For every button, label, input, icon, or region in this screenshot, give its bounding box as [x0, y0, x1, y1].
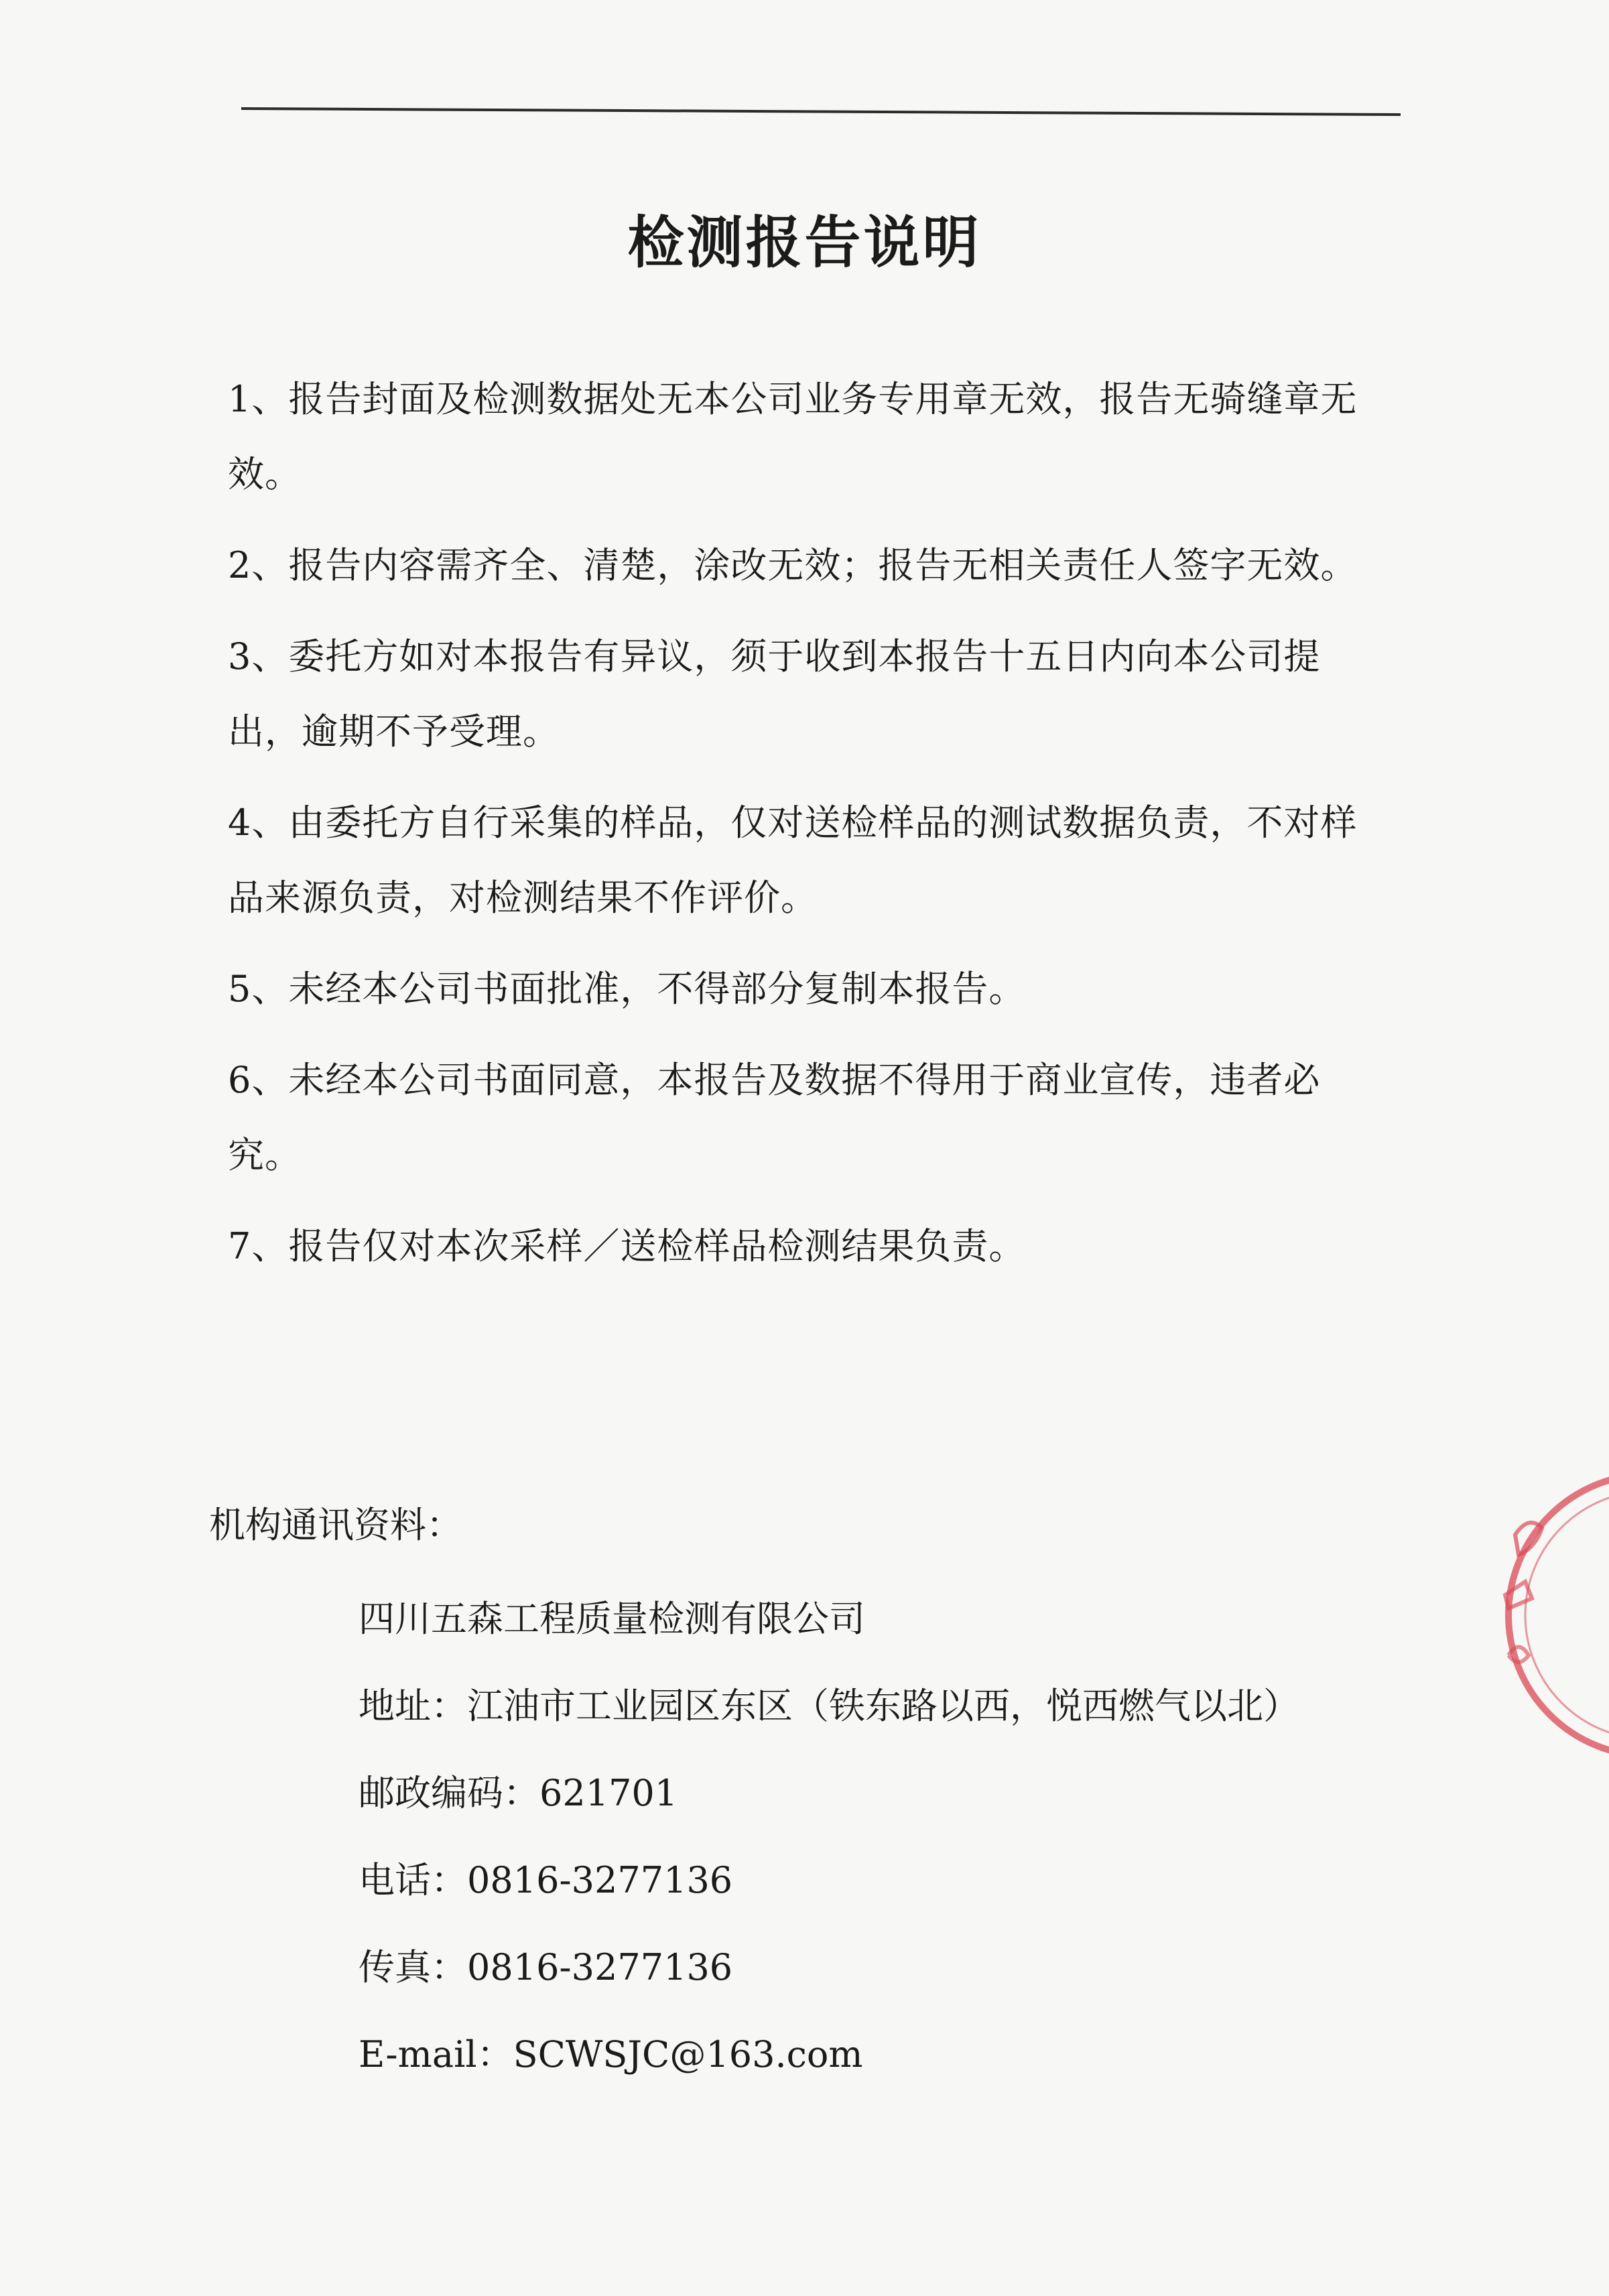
header-rule	[241, 107, 1401, 116]
note-item-5: 5、未经本公司书面批准，不得部分复制本报告。	[228, 968, 1026, 1010]
note-item-1: 1、报告封面及检测数据处无本公司业务专用章无效，报告无骑缝章无效。	[228, 378, 1358, 495]
page-title: 检测报告说明	[627, 210, 982, 275]
note-item-6: 6、未经本公司书面同意，本报告及数据不得用于商业宣传，违者必究。	[228, 1059, 1321, 1176]
contact-address: 地址：江油市工业园区东区（铁东路以西，悦西燃气以北）	[359, 1685, 1299, 1727]
note-item-4: 4、由委托方自行采集的样品，仅对送检样品的测试数据负责，不对样品来源负责，对检测结果不作评价。	[228, 802, 1358, 919]
partial-seal-stamp	[1488, 1454, 1609, 1776]
contact-block	[359, 1595, 1404, 2118]
note-item-7: 7、报告仅对本次采样／送检样品检测结果负责。	[228, 1225, 1026, 1267]
seal-outer-ring	[1508, 1474, 1609, 1756]
contact-phone: 电话：0816-3277136	[359, 1859, 733, 1901]
contact-postcode: 邮政编码：621701	[359, 1772, 678, 1814]
notes-list	[228, 362, 1394, 1300]
contact-heading: 机构通讯资料：	[209, 1504, 462, 1546]
contact-email: E-mail：SCWSJC@163.com	[359, 2033, 863, 2076]
contact-company: 四川五森工程质量检测有限公司	[359, 1598, 865, 1640]
contact-fax: 传真：0816-3277136	[359, 1946, 733, 1988]
note-item-2: 2、报告内容需齐全、清楚，涂改无效；报告无相关责任人签字无效。	[228, 544, 1358, 586]
note-item-3: 3、委托方如对本报告有异议，须于收到本报告十五日内向本公司提出，逾期不予受理。	[228, 635, 1321, 753]
